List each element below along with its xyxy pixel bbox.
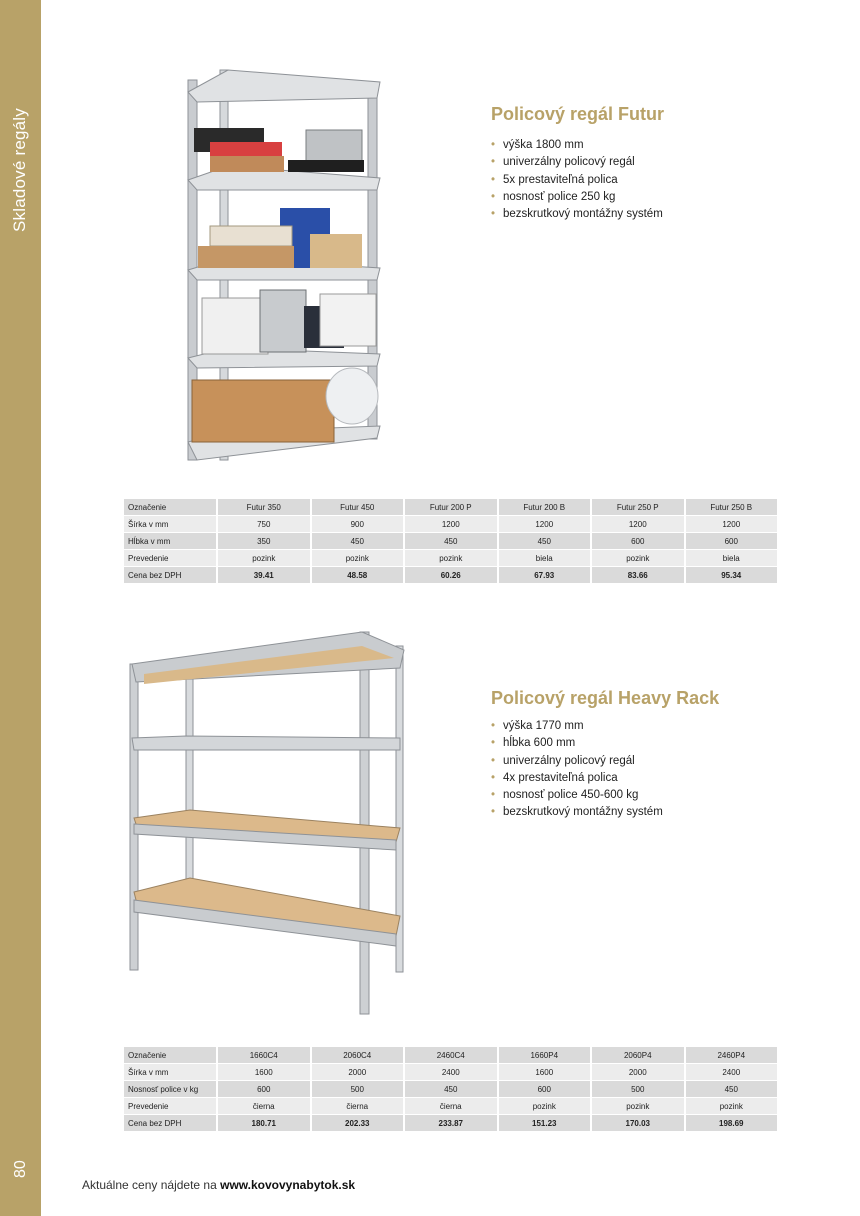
price-cell: 170.03 — [591, 1115, 685, 1132]
table-row — [124, 1081, 778, 1098]
table-cell: pozink — [217, 550, 311, 567]
spec-table-heavy-rack — [124, 1047, 779, 1132]
spec-table-futur — [124, 499, 779, 584]
table-cell: Označenie — [124, 499, 217, 516]
table-cell: 2060C4 — [311, 1047, 405, 1064]
table-cell: 450 — [404, 1081, 498, 1098]
feature-list-heavy-rack — [491, 718, 663, 822]
table-cell: 2460C4 — [404, 1047, 498, 1064]
table-cell: Prevedenie — [124, 1098, 217, 1115]
table-row-price — [124, 1115, 778, 1132]
table-cell: Šírka v mm — [124, 1064, 217, 1081]
price-cell: 83.66 — [591, 567, 685, 584]
price-cell: 202.33 — [311, 1115, 405, 1132]
table-row — [124, 1047, 778, 1064]
table-cell: pozink — [404, 550, 498, 567]
price-cell: 39.41 — [217, 567, 311, 584]
table-cell: 2460P4 — [685, 1047, 779, 1064]
price-cell: 60.26 — [404, 567, 498, 584]
table-cell: 450 — [498, 533, 592, 550]
feature-item: • bezskrutkový montážny systém — [491, 804, 663, 821]
price-cell: 48.58 — [311, 567, 405, 584]
table-cell: Šírka v mm — [124, 516, 217, 533]
table-cell: 2400 — [404, 1064, 498, 1081]
table-cell: 1200 — [404, 516, 498, 533]
table-cell: Nosnosť police v kg — [124, 1081, 217, 1098]
table-cell: čierna — [311, 1098, 405, 1115]
table-cell: 600 — [217, 1081, 311, 1098]
table-row — [124, 550, 778, 567]
table-cell: 2060P4 — [591, 1047, 685, 1064]
product-title-heavy-rack: Policový regál Heavy Rack — [491, 688, 720, 708]
table-row — [124, 1098, 778, 1115]
table-cell: 1200 — [498, 516, 592, 533]
table-cell: Futur 350 — [217, 499, 311, 516]
table-cell: 600 — [591, 533, 685, 550]
table-cell: Hĺbka v mm — [124, 533, 217, 550]
feature-item: • univerzálny policový regál — [491, 154, 663, 171]
feature-item: • univerzálny policový regál — [491, 753, 663, 770]
sidebar — [0, 0, 41, 1216]
page-number: 80 — [12, 1160, 29, 1178]
shelf-futur-image — [180, 62, 390, 467]
feature-item: • výška 1770 mm — [491, 718, 663, 735]
feature-item: • nosnosť police 450-600 kg — [491, 787, 663, 804]
table-cell: 1660P4 — [498, 1047, 592, 1064]
website-link[interactable]: www.kovovynabytok.sk — [220, 1178, 356, 1192]
table-row — [124, 533, 778, 550]
table-cell: pozink — [311, 550, 405, 567]
table-cell: 500 — [311, 1081, 405, 1098]
table-cell: pozink — [685, 1098, 779, 1115]
table-cell: pozink — [591, 1098, 685, 1115]
table-cell: Označenie — [124, 1047, 217, 1064]
table-cell: čierna — [217, 1098, 311, 1115]
table-cell: 450 — [311, 533, 405, 550]
shelf-heavy-rack-image — [124, 624, 414, 1019]
price-cell: 180.71 — [217, 1115, 311, 1132]
table-cell: 600 — [498, 1081, 592, 1098]
table-cell: 450 — [685, 1081, 779, 1098]
feature-item: • nosnosť police 250 kg — [491, 189, 663, 206]
table-row — [124, 499, 778, 516]
table-cell: Futur 450 — [311, 499, 405, 516]
table-cell: Futur 200 P — [404, 499, 498, 516]
table-cell: Futur 250 P — [591, 499, 685, 516]
table-cell: 1600 — [498, 1064, 592, 1081]
feature-item: • 4x prestaviteľná polica — [491, 770, 663, 787]
feature-item: • výška 1800 mm — [491, 137, 663, 154]
table-cell: 2000 — [311, 1064, 405, 1081]
feature-list-futur — [491, 137, 663, 223]
feature-item: • bezskrutkový montážny systém — [491, 206, 663, 223]
table-cell: 750 — [217, 516, 311, 533]
footer-text: Aktuálne ceny nájdete na — [82, 1178, 221, 1192]
table-cell: 2000 — [591, 1064, 685, 1081]
table-cell: Cena bez DPH — [124, 1115, 217, 1132]
feature-item: • 5x prestaviteľná polica — [491, 172, 663, 189]
table-cell: Futur 200 B — [498, 499, 592, 516]
product-title-futur: Policový regál Futur — [491, 104, 665, 124]
table-cell: biela — [685, 550, 779, 567]
table-row — [124, 1064, 778, 1081]
section-title: Skladové regály — [10, 108, 29, 232]
table-cell: Cena bez DPH — [124, 567, 217, 584]
table-row-price — [124, 567, 778, 584]
price-cell: 151.23 — [498, 1115, 592, 1132]
table-cell: 1200 — [685, 516, 779, 533]
table-cell: čierna — [404, 1098, 498, 1115]
table-cell: pozink — [591, 550, 685, 567]
table-cell: 500 — [591, 1081, 685, 1098]
price-cell: 95.34 — [685, 567, 779, 584]
table-cell: 450 — [404, 533, 498, 550]
price-cell: 67.93 — [498, 567, 592, 584]
table-row — [124, 516, 778, 533]
price-cell: 198.69 — [685, 1115, 779, 1132]
table-cell: 1600 — [217, 1064, 311, 1081]
feature-item: • hĺbka 600 mm — [491, 735, 663, 752]
table-cell: 1200 — [591, 516, 685, 533]
table-cell: pozink — [498, 1098, 592, 1115]
price-cell: 233.87 — [404, 1115, 498, 1132]
table-cell: 2400 — [685, 1064, 779, 1081]
table-cell: 900 — [311, 516, 405, 533]
table-cell: Prevedenie — [124, 550, 217, 567]
table-cell: 600 — [685, 533, 779, 550]
table-cell: biela — [498, 550, 592, 567]
table-cell: 350 — [217, 533, 311, 550]
table-cell: 1660C4 — [217, 1047, 311, 1064]
table-cell: Futur 250 B — [685, 499, 779, 516]
footer — [82, 1178, 355, 1192]
